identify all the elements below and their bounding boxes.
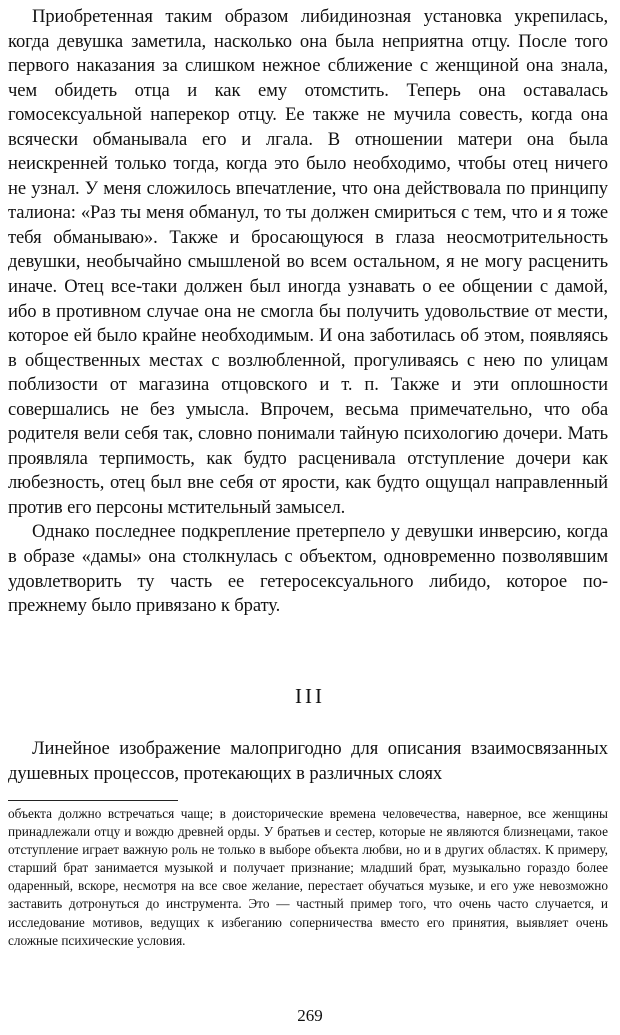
- paragraph-2: Однако последнее подкрепление претерпело у девушки инверсию, когда в образе «дамы» она столкнулась с объектом, одновременно позволявшим удовлетворить ту часть ее гетеросексуального либидо, которое по-прежнему было привязано к брату.: [8, 521, 608, 617]
- section-text: [8, 736, 608, 786]
- page-number: 269: [297, 1006, 323, 1025]
- footnote-divider: [8, 800, 178, 801]
- section-paragraph: Линейное изображение малопригодно для описания взаимосвязанных душевных процессов, протекающих в различных слоях: [8, 738, 608, 784]
- main-text: [8, 5, 608, 619]
- footnote-text: объекта должно встречаться чаще; в доисторические времена человечества, наверное, все женщины принадлежали отцу и вождю древней орды. У братьев и сестер, которые не являются близнецами, такое отступление играет важную роль не только в выборе объекта любви, но и в других областях. К примеру, старший брат занимается музыкой и получает признание; младший брат, музыкально гораздо более одаренный, вскоре, несмотря на все свое желание, перестает обучаться музыке, и его уже невозможно заставить дотронуться до инструмента. Это — частный пример того, что очень часто случается, и исследование мотивов, ведущих к избеганию соперничества вместо его принятия, выявляет очень сложные психические условия.: [8, 806, 608, 948]
- section-heading: III: [295, 684, 325, 708]
- paragraph-1: Приобретенная таким образом либидинозная установка укрепилась, когда девушка заметила, насколько она была неприятна отцу. После того первого наказания за слишком нежное сближение с женщиной она знала, чем обидеть отца и как ему отомстить. Теперь она оставалась гомосексуальной наперекор отцу. Ее также не мучила совесть, когда она всячески обманывала его и лгала. В отношении матери она была неискренней только тогда, когда это было необходимо, чтобы отец ничего не узнал. У меня сложилось впечатление, что она действовала по принципу талиона: «Раз ты меня обманул, то ты должен смириться с тем, что и я тоже тебя обманываю». Также и бросающуюся в глаза неосмотрительность девушки, необычайно смышленой во всем остальном, я не могу расценить иначе. Отец все-таки должен был иногда узнавать о ее общении с дамой, ибо в противном случае она не смогла бы получить удовольствие от мести, которое ей было крайне необходимым. И она заботилась об этом, появляясь в общественных местах с возлюбленной, прогуливаясь с нею по улицам поблизости от магазина отцовского и т. п. Также и эти оплошности совершались не без умысла. Впрочем, весьма примечательно, что оба родителя вели себя так, словно понимали тайную психологию дочери. Мать проявляла терпимость, как будто расценивала отступление дочери как любезность, отец был вне себя от ярости, как будто ощущал направленный против его персоны мстительный замысел.: [8, 6, 608, 518]
- footnote: [8, 805, 608, 950]
